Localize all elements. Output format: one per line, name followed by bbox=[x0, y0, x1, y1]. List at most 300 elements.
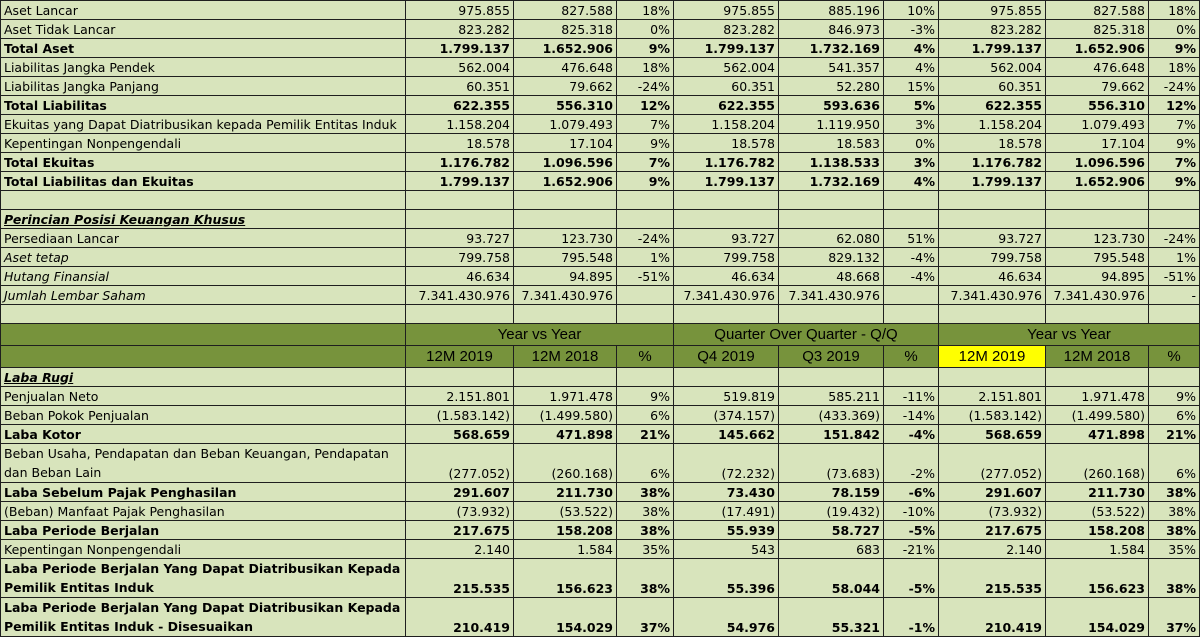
cell-value: 0% bbox=[884, 134, 939, 153]
cell-value: 93.727 bbox=[939, 229, 1046, 248]
cell-value: 123.730 bbox=[514, 229, 617, 248]
cell-value: 55.321 bbox=[779, 598, 884, 637]
cell-value bbox=[406, 210, 514, 229]
cell-value: 3% bbox=[884, 153, 939, 172]
cell-value: 541.357 bbox=[779, 58, 884, 77]
cell-value: -5% bbox=[884, 521, 939, 540]
cell-value: 1.176.782 bbox=[406, 153, 514, 172]
cell-value: -2% bbox=[884, 444, 939, 483]
cell-value: 1.079.493 bbox=[1046, 115, 1149, 134]
cell-value: -6% bbox=[884, 483, 939, 502]
cell-value: 1.652.906 bbox=[1046, 172, 1149, 191]
cell-value: 7% bbox=[617, 115, 674, 134]
cell-value: 291.607 bbox=[406, 483, 514, 502]
cell-value: (1.499.580) bbox=[1046, 406, 1149, 425]
column-header: % bbox=[1149, 346, 1200, 368]
table-row bbox=[1, 58, 1200, 77]
cell-value: 38% bbox=[617, 483, 674, 502]
cell-value: 593.636 bbox=[779, 96, 884, 115]
table-row bbox=[1, 115, 1200, 134]
cell-value: 210.419 bbox=[406, 598, 514, 637]
cell-value: 60.351 bbox=[939, 77, 1046, 96]
cell-value: 6% bbox=[617, 444, 674, 483]
cell-value: 568.659 bbox=[406, 425, 514, 444]
column-header-highlighted: 12M 2019 bbox=[939, 346, 1046, 368]
cell-value: 799.758 bbox=[406, 248, 514, 267]
cell-value: 60.351 bbox=[406, 77, 514, 96]
table-row bbox=[1, 425, 1200, 444]
cell-value: 35% bbox=[617, 540, 674, 559]
cell-value: 2.140 bbox=[939, 540, 1046, 559]
row-label: Kepentingan Nonpengendali bbox=[1, 540, 406, 559]
cell-value: 1.158.204 bbox=[406, 115, 514, 134]
cell-value: 58.044 bbox=[779, 559, 884, 598]
cell-value: (1.499.580) bbox=[514, 406, 617, 425]
cell-value: 9% bbox=[1149, 387, 1200, 406]
cell-value: (277.052) bbox=[939, 444, 1046, 483]
cell-value bbox=[779, 305, 884, 324]
cell-value: 55.939 bbox=[674, 521, 779, 540]
column-header: Q4 2019 bbox=[674, 346, 779, 368]
cell-value: 1.176.782 bbox=[939, 153, 1046, 172]
cell-value: 94.895 bbox=[514, 267, 617, 286]
cell-value: 18.578 bbox=[406, 134, 514, 153]
row-label: Jumlah Lembar Saham bbox=[1, 286, 406, 305]
cell-value: 79.662 bbox=[1046, 77, 1149, 96]
cell-value: -11% bbox=[884, 387, 939, 406]
cell-value: 1.176.782 bbox=[674, 153, 779, 172]
table-row bbox=[1, 229, 1200, 248]
cell-value: 1% bbox=[1149, 248, 1200, 267]
cell-value: -24% bbox=[1149, 229, 1200, 248]
cell-value: 46.634 bbox=[939, 267, 1046, 286]
row-label: Laba Sebelum Pajak Penghasilan bbox=[1, 483, 406, 502]
cell-value: -51% bbox=[1149, 267, 1200, 286]
cell-value: -3% bbox=[884, 20, 939, 39]
cell-value: 9% bbox=[617, 172, 674, 191]
cell-value: 1.138.533 bbox=[779, 153, 884, 172]
cell-value: 37% bbox=[617, 598, 674, 637]
balance-sheet-section bbox=[1, 1, 1200, 324]
cell-value: 1.652.906 bbox=[514, 172, 617, 191]
column-header: 12M 2019 bbox=[406, 346, 514, 368]
row-label: Penjualan Neto bbox=[1, 387, 406, 406]
header-group-row bbox=[1, 324, 1200, 346]
header-group-qoq: Quarter Over Quarter - Q/Q bbox=[674, 324, 939, 346]
cell-value: 975.855 bbox=[674, 1, 779, 20]
cell-value: 21% bbox=[1149, 425, 1200, 444]
cell-value: 1.732.169 bbox=[779, 39, 884, 58]
row-label bbox=[1, 191, 406, 210]
cell-value: 9% bbox=[1149, 134, 1200, 153]
cell-value: (1.583.142) bbox=[939, 406, 1046, 425]
cell-value: 9% bbox=[1149, 172, 1200, 191]
cell-value: 5% bbox=[884, 96, 939, 115]
cell-value bbox=[939, 191, 1046, 210]
cell-value: 18.583 bbox=[779, 134, 884, 153]
table-row bbox=[1, 191, 1200, 210]
cell-value: -24% bbox=[1149, 77, 1200, 96]
cell-value bbox=[617, 368, 674, 387]
cell-value: -4% bbox=[884, 425, 939, 444]
cell-value: 825.318 bbox=[514, 20, 617, 39]
cell-value: 1.158.204 bbox=[939, 115, 1046, 134]
cell-value: 6% bbox=[617, 406, 674, 425]
cell-value: 215.535 bbox=[406, 559, 514, 598]
row-label: Laba Rugi bbox=[1, 368, 406, 387]
cell-value: -10% bbox=[884, 502, 939, 521]
cell-value: -4% bbox=[884, 267, 939, 286]
cell-value: 562.004 bbox=[939, 58, 1046, 77]
cell-value: 4% bbox=[884, 39, 939, 58]
cell-value: (73.932) bbox=[939, 502, 1046, 521]
cell-value: 562.004 bbox=[674, 58, 779, 77]
cell-value: 17.104 bbox=[1046, 134, 1149, 153]
row-label: Aset Tidak Lancar bbox=[1, 20, 406, 39]
cell-value: 622.355 bbox=[939, 96, 1046, 115]
cell-value: -21% bbox=[884, 540, 939, 559]
cell-value bbox=[939, 368, 1046, 387]
cell-value bbox=[674, 368, 779, 387]
cell-value: (260.168) bbox=[514, 444, 617, 483]
cell-value: 7.341.430.976 bbox=[674, 286, 779, 305]
cell-value bbox=[406, 191, 514, 210]
cell-value: 154.029 bbox=[514, 598, 617, 637]
cell-value: 48.668 bbox=[779, 267, 884, 286]
row-label: Kepentingan Nonpengendali bbox=[1, 134, 406, 153]
cell-value: 158.208 bbox=[1046, 521, 1149, 540]
cell-value: 93.727 bbox=[406, 229, 514, 248]
cell-value: 210.419 bbox=[939, 598, 1046, 637]
cell-value: 0% bbox=[617, 20, 674, 39]
cell-value: -24% bbox=[617, 229, 674, 248]
cell-value: (433.369) bbox=[779, 406, 884, 425]
cell-value: 471.898 bbox=[1046, 425, 1149, 444]
cell-value: 217.675 bbox=[939, 521, 1046, 540]
header-group-yoy-2: Year vs Year bbox=[939, 324, 1200, 346]
row-label: Perincian Posisi Keuangan Khusus bbox=[1, 210, 406, 229]
cell-value bbox=[406, 305, 514, 324]
header-corner bbox=[1, 324, 406, 346]
cell-value: (19.432) bbox=[779, 502, 884, 521]
cell-value: (277.052) bbox=[406, 444, 514, 483]
cell-value: 1.799.137 bbox=[939, 39, 1046, 58]
cell-value: 4% bbox=[884, 172, 939, 191]
cell-value: 78.159 bbox=[779, 483, 884, 502]
cell-value: 62.080 bbox=[779, 229, 884, 248]
cell-value: 476.648 bbox=[514, 58, 617, 77]
row-label: Total Ekuitas bbox=[1, 153, 406, 172]
cell-value: 585.211 bbox=[779, 387, 884, 406]
row-label: (Beban) Manfaat Pajak Penghasilan bbox=[1, 502, 406, 521]
cell-value: 827.588 bbox=[1046, 1, 1149, 20]
cell-value: 827.588 bbox=[514, 1, 617, 20]
cell-value: 1.799.137 bbox=[406, 172, 514, 191]
cell-value: 38% bbox=[1149, 483, 1200, 502]
cell-value: 519.819 bbox=[674, 387, 779, 406]
cell-value: (53.522) bbox=[1046, 502, 1149, 521]
cell-value: 1.652.906 bbox=[514, 39, 617, 58]
cell-value: 58.727 bbox=[779, 521, 884, 540]
cell-value: 829.132 bbox=[779, 248, 884, 267]
cell-value: 1.971.478 bbox=[1046, 387, 1149, 406]
cell-value: 2.140 bbox=[406, 540, 514, 559]
table-row bbox=[1, 521, 1200, 540]
table-row bbox=[1, 248, 1200, 267]
cell-value: 1.732.169 bbox=[779, 172, 884, 191]
cell-value: 562.004 bbox=[406, 58, 514, 77]
cell-value: 156.623 bbox=[514, 559, 617, 598]
cell-value: 1.584 bbox=[1046, 540, 1149, 559]
cell-value: 1.119.950 bbox=[779, 115, 884, 134]
cell-value: 885.196 bbox=[779, 1, 884, 20]
table-row bbox=[1, 210, 1200, 229]
cell-value bbox=[884, 368, 939, 387]
cell-value: 556.310 bbox=[1046, 96, 1149, 115]
row-label: Beban Usaha, Pendapatan dan Beban Keuangan, Pendapatan dan Beban Lain bbox=[1, 444, 406, 483]
row-label: Total Liabilitas dan Ekuitas bbox=[1, 172, 406, 191]
cell-value: 795.548 bbox=[514, 248, 617, 267]
cell-value: 7.341.430.976 bbox=[1046, 286, 1149, 305]
cell-value: 6% bbox=[1149, 444, 1200, 483]
cell-value: 1.096.596 bbox=[1046, 153, 1149, 172]
table-row bbox=[1, 387, 1200, 406]
cell-value: 151.842 bbox=[779, 425, 884, 444]
cell-value: 38% bbox=[1149, 521, 1200, 540]
table-row bbox=[1, 153, 1200, 172]
cell-value: 975.855 bbox=[939, 1, 1046, 20]
header-column-row bbox=[1, 346, 1200, 368]
cell-value: 622.355 bbox=[674, 96, 779, 115]
table-header bbox=[1, 324, 1200, 368]
cell-value bbox=[406, 368, 514, 387]
cell-value: 46.634 bbox=[406, 267, 514, 286]
cell-value bbox=[514, 305, 617, 324]
cell-value: 0% bbox=[1149, 20, 1200, 39]
table-row bbox=[1, 559, 1200, 598]
cell-value: 18% bbox=[617, 58, 674, 77]
cell-value: 79.662 bbox=[514, 77, 617, 96]
cell-value bbox=[884, 305, 939, 324]
cell-value: -24% bbox=[617, 77, 674, 96]
table-row bbox=[1, 134, 1200, 153]
cell-value: 211.730 bbox=[1046, 483, 1149, 502]
cell-value: 73.430 bbox=[674, 483, 779, 502]
table-row bbox=[1, 540, 1200, 559]
cell-value: 7.341.430.976 bbox=[406, 286, 514, 305]
income-statement-section bbox=[1, 368, 1200, 637]
cell-value: 12% bbox=[1149, 96, 1200, 115]
cell-value: (53.522) bbox=[514, 502, 617, 521]
cell-value: 4% bbox=[884, 58, 939, 77]
cell-value: 1.079.493 bbox=[514, 115, 617, 134]
cell-value: 60.351 bbox=[674, 77, 779, 96]
table-row bbox=[1, 267, 1200, 286]
table-row bbox=[1, 77, 1200, 96]
cell-value: 9% bbox=[617, 134, 674, 153]
cell-value bbox=[617, 210, 674, 229]
row-label: Aset Lancar bbox=[1, 1, 406, 20]
cell-value: 1.799.137 bbox=[406, 39, 514, 58]
cell-value bbox=[884, 286, 939, 305]
cell-value: 795.548 bbox=[1046, 248, 1149, 267]
row-label: Total Aset bbox=[1, 39, 406, 58]
cell-value: 55.396 bbox=[674, 559, 779, 598]
cell-value: 145.662 bbox=[674, 425, 779, 444]
cell-value: (73.932) bbox=[406, 502, 514, 521]
column-header: Q3 2019 bbox=[779, 346, 884, 368]
cell-value: 18% bbox=[617, 1, 674, 20]
row-label: Ekuitas yang Dapat Diatribusikan kepada Pemilik Entitas Induk bbox=[1, 115, 406, 134]
cell-value: 1.096.596 bbox=[514, 153, 617, 172]
column-header: 12M 2018 bbox=[1046, 346, 1149, 368]
cell-value bbox=[939, 305, 1046, 324]
cell-value: (73.683) bbox=[779, 444, 884, 483]
cell-value: -4% bbox=[884, 248, 939, 267]
cell-value: 15% bbox=[884, 77, 939, 96]
cell-value: 9% bbox=[1149, 39, 1200, 58]
column-header: 12M 2018 bbox=[514, 346, 617, 368]
table-row bbox=[1, 368, 1200, 387]
header-group-yoy: Year vs Year bbox=[406, 324, 674, 346]
row-label: Total Liabilitas bbox=[1, 96, 406, 115]
cell-value: 825.318 bbox=[1046, 20, 1149, 39]
cell-value bbox=[514, 368, 617, 387]
cell-value bbox=[1149, 210, 1200, 229]
cell-value: 46.634 bbox=[674, 267, 779, 286]
cell-value: 846.973 bbox=[779, 20, 884, 39]
row-label: Persediaan Lancar bbox=[1, 229, 406, 248]
row-label bbox=[1, 305, 406, 324]
table-row bbox=[1, 39, 1200, 58]
cell-value: 471.898 bbox=[514, 425, 617, 444]
cell-value: 823.282 bbox=[939, 20, 1046, 39]
table-row bbox=[1, 1, 1200, 20]
cell-value: 1.799.137 bbox=[674, 39, 779, 58]
cell-value: 51% bbox=[884, 229, 939, 248]
cell-value: 18% bbox=[1149, 58, 1200, 77]
cell-value: 1% bbox=[617, 248, 674, 267]
cell-value: 1.652.906 bbox=[1046, 39, 1149, 58]
cell-value: 476.648 bbox=[1046, 58, 1149, 77]
cell-value bbox=[1149, 305, 1200, 324]
cell-value: 217.675 bbox=[406, 521, 514, 540]
cell-value: 6% bbox=[1149, 406, 1200, 425]
cell-value: 38% bbox=[1149, 502, 1200, 521]
cell-value: 1.158.204 bbox=[674, 115, 779, 134]
cell-value: 54.976 bbox=[674, 598, 779, 637]
table-row bbox=[1, 96, 1200, 115]
cell-value: 291.607 bbox=[939, 483, 1046, 502]
row-label: Liabilitas Jangka Panjang bbox=[1, 77, 406, 96]
cell-value: 2.151.801 bbox=[939, 387, 1046, 406]
cell-value: 799.758 bbox=[674, 248, 779, 267]
cell-value: 1.799.137 bbox=[674, 172, 779, 191]
cell-value: 12% bbox=[617, 96, 674, 115]
column-header: % bbox=[617, 346, 674, 368]
table-row bbox=[1, 305, 1200, 324]
cell-value: 7% bbox=[1149, 115, 1200, 134]
cell-value: (374.157) bbox=[674, 406, 779, 425]
cell-value: 683 bbox=[779, 540, 884, 559]
cell-value bbox=[1046, 210, 1149, 229]
cell-value: 543 bbox=[674, 540, 779, 559]
cell-value: 21% bbox=[617, 425, 674, 444]
column-header: % bbox=[884, 346, 939, 368]
cell-value: 35% bbox=[1149, 540, 1200, 559]
cell-value: 7% bbox=[1149, 153, 1200, 172]
cell-value: 1.799.137 bbox=[939, 172, 1046, 191]
cell-value bbox=[617, 305, 674, 324]
table-row bbox=[1, 172, 1200, 191]
cell-value bbox=[779, 210, 884, 229]
cell-value bbox=[674, 191, 779, 210]
cell-value: 38% bbox=[617, 502, 674, 521]
table-row bbox=[1, 286, 1200, 305]
header-corner-2 bbox=[1, 346, 406, 368]
cell-value bbox=[1149, 368, 1200, 387]
cell-value: 158.208 bbox=[514, 521, 617, 540]
cell-value bbox=[1149, 191, 1200, 210]
row-label: Aset tetap bbox=[1, 248, 406, 267]
cell-value: 17.104 bbox=[514, 134, 617, 153]
cell-value: 123.730 bbox=[1046, 229, 1149, 248]
cell-value: 3% bbox=[884, 115, 939, 134]
cell-value: 2.151.801 bbox=[406, 387, 514, 406]
cell-value: - bbox=[1149, 286, 1200, 305]
cell-value: 9% bbox=[617, 387, 674, 406]
cell-value: 556.310 bbox=[514, 96, 617, 115]
cell-value: 52.280 bbox=[779, 77, 884, 96]
cell-value: 7.341.430.976 bbox=[939, 286, 1046, 305]
cell-value bbox=[674, 305, 779, 324]
cell-value: 156.623 bbox=[1046, 559, 1149, 598]
row-label: Laba Periode Berjalan Yang Dapat Diatribusikan Kepada Pemilik Entitas Induk bbox=[1, 559, 406, 598]
cell-value bbox=[1046, 368, 1149, 387]
cell-value: 823.282 bbox=[406, 20, 514, 39]
cell-value bbox=[674, 210, 779, 229]
cell-value: 211.730 bbox=[514, 483, 617, 502]
table-row bbox=[1, 502, 1200, 521]
cell-value bbox=[1046, 305, 1149, 324]
cell-value: 568.659 bbox=[939, 425, 1046, 444]
cell-value: 10% bbox=[884, 1, 939, 20]
cell-value: 9% bbox=[617, 39, 674, 58]
cell-value bbox=[1046, 191, 1149, 210]
cell-value: (260.168) bbox=[1046, 444, 1149, 483]
cell-value: 7.341.430.976 bbox=[514, 286, 617, 305]
cell-value bbox=[617, 286, 674, 305]
cell-value: (72.232) bbox=[674, 444, 779, 483]
cell-value: 38% bbox=[617, 559, 674, 598]
cell-value: 38% bbox=[1149, 559, 1200, 598]
cell-value: -14% bbox=[884, 406, 939, 425]
cell-value: 1.584 bbox=[514, 540, 617, 559]
row-label: Beban Pokok Penjualan bbox=[1, 406, 406, 425]
table-row bbox=[1, 598, 1200, 637]
table-row bbox=[1, 406, 1200, 425]
cell-value: (1.583.142) bbox=[406, 406, 514, 425]
cell-value bbox=[779, 368, 884, 387]
cell-value: 38% bbox=[617, 521, 674, 540]
cell-value bbox=[939, 210, 1046, 229]
cell-value: (17.491) bbox=[674, 502, 779, 521]
row-label: Hutang Finansial bbox=[1, 267, 406, 286]
row-label: Laba Kotor bbox=[1, 425, 406, 444]
cell-value: 7.341.430.976 bbox=[779, 286, 884, 305]
cell-value: 18.578 bbox=[674, 134, 779, 153]
cell-value: 18.578 bbox=[939, 134, 1046, 153]
